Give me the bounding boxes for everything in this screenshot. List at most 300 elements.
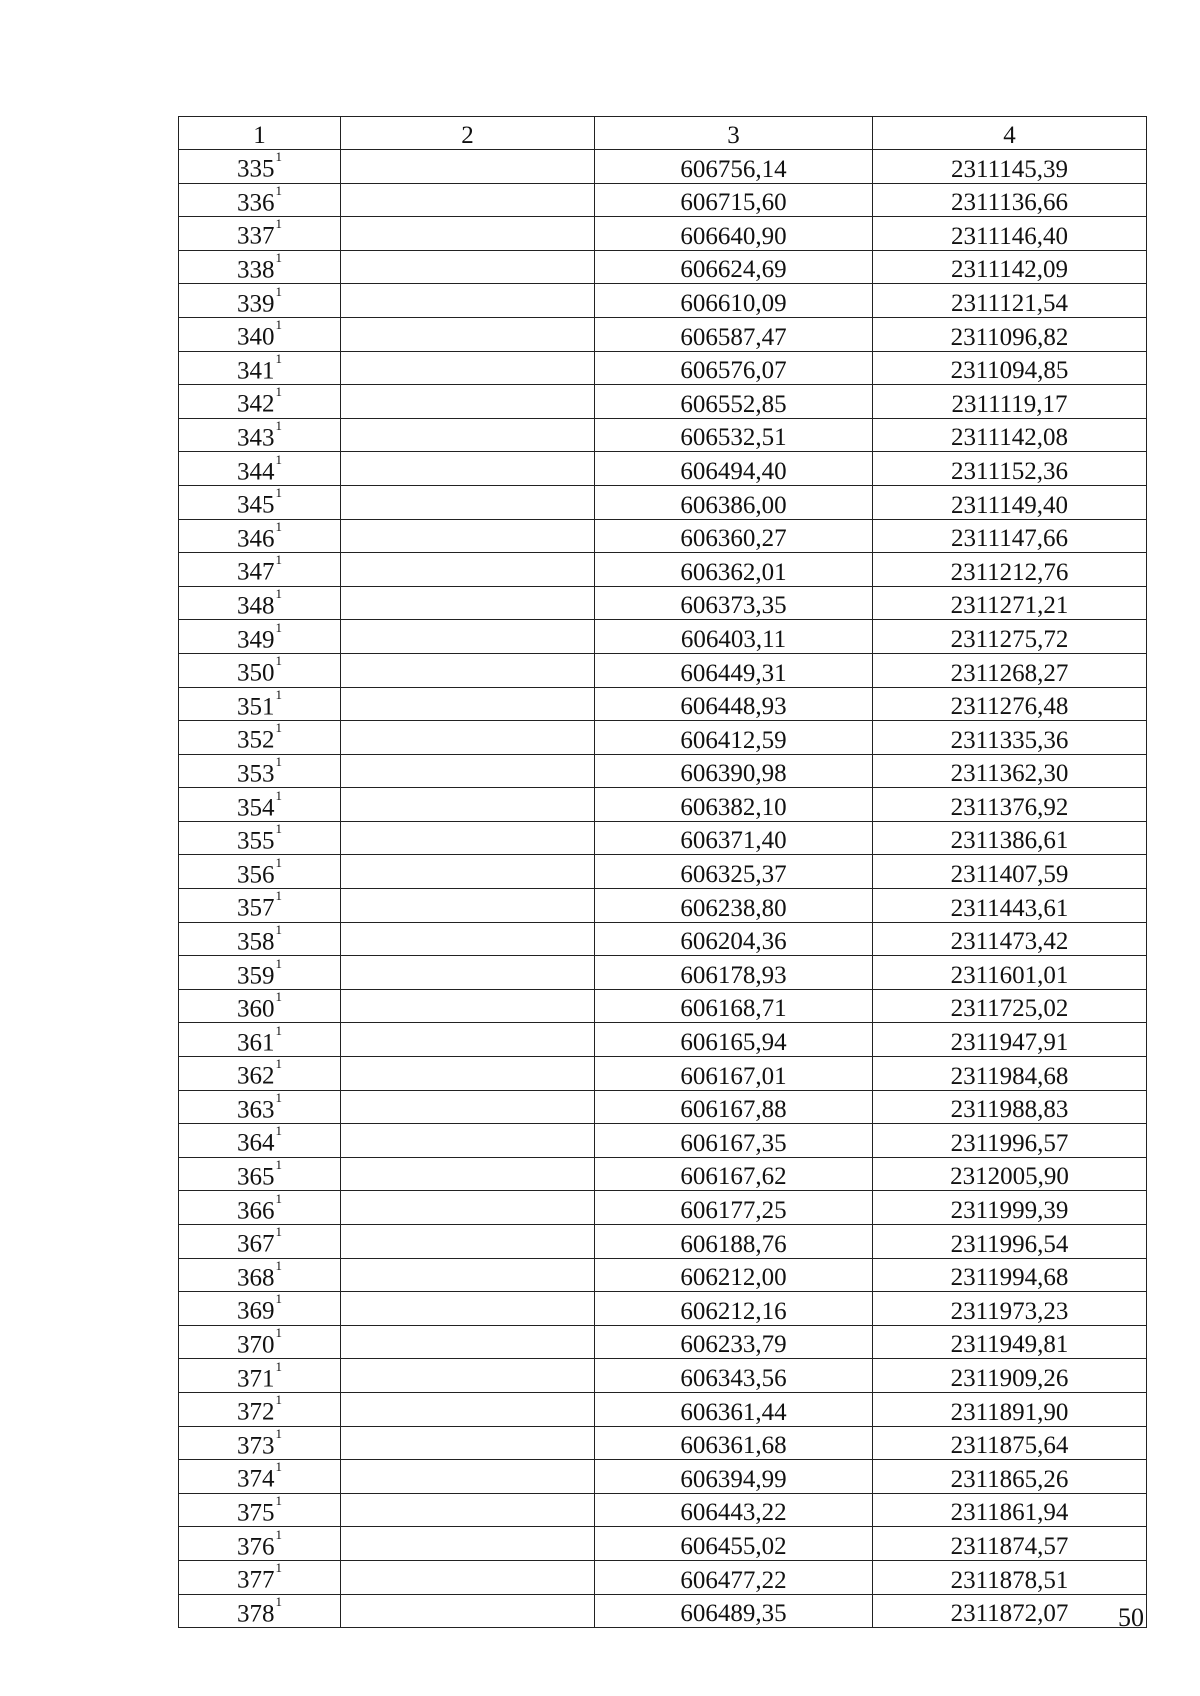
point-number-superscript: 1	[275, 989, 282, 1005]
point-number	[237, 955, 282, 989]
table-header-row	[179, 117, 1147, 150]
point-number	[237, 1358, 282, 1392]
x-coordinate-cell: 606382,10	[595, 788, 873, 822]
point-number-superscript: 1	[275, 350, 282, 366]
point-number-superscript: 1	[275, 1459, 282, 1475]
column-header-4: 4	[873, 117, 1147, 150]
empty-cell	[341, 922, 595, 956]
point-number	[237, 317, 282, 351]
x-coordinate-cell: 606640,90	[595, 217, 873, 251]
x-coordinate-cell: 606715,60	[595, 183, 873, 217]
x-coordinate-cell: 606361,44	[595, 1392, 873, 1426]
y-coordinate-cell: 2311407,59	[873, 855, 1147, 889]
table-row	[179, 889, 1147, 923]
empty-cell	[341, 1460, 595, 1494]
point-number	[237, 1123, 282, 1157]
point-number-superscript: 1	[275, 518, 282, 534]
point-number-cell	[179, 889, 341, 923]
point-number-superscript: 1	[275, 854, 282, 870]
y-coordinate-cell: 2311891,90	[873, 1392, 1147, 1426]
point-number	[237, 1089, 282, 1124]
y-coordinate-cell: 2311874,57	[873, 1527, 1147, 1561]
x-coordinate-cell: 606412,59	[595, 721, 873, 755]
point-number-value: 367	[237, 1230, 275, 1258]
empty-cell	[341, 653, 595, 687]
y-coordinate-cell: 2311601,01	[873, 956, 1147, 990]
empty-cell	[341, 385, 595, 419]
point-number-superscript: 1	[275, 1526, 282, 1542]
x-coordinate-cell: 606532,51	[595, 418, 873, 452]
x-coordinate-cell: 606238,80	[595, 889, 873, 923]
point-number-value: 359	[237, 961, 275, 989]
point-number	[237, 1392, 282, 1426]
point-number	[237, 686, 282, 721]
table-row	[179, 183, 1147, 217]
point-number-value: 373	[237, 1432, 275, 1460]
point-number	[237, 787, 282, 821]
point-number	[237, 888, 282, 922]
empty-cell	[341, 519, 595, 553]
y-coordinate-cell: 2311136,66	[873, 183, 1147, 217]
y-coordinate-cell: 2311096,82	[873, 317, 1147, 351]
y-coordinate-cell: 2311335,36	[873, 721, 1147, 755]
table-row	[179, 653, 1147, 687]
x-coordinate-cell: 606477,22	[595, 1560, 873, 1594]
point-number-cell	[179, 250, 341, 284]
point-number-superscript: 1	[275, 1593, 282, 1609]
y-coordinate-cell: 2311996,54	[873, 1225, 1147, 1259]
x-coordinate-cell: 606167,62	[595, 1157, 873, 1191]
page-number: 50	[1118, 1603, 1144, 1632]
point-number-superscript: 1	[275, 317, 282, 333]
point-number	[237, 854, 282, 889]
y-coordinate-cell: 2311268,27	[873, 653, 1147, 687]
y-coordinate-cell: 2311275,72	[873, 620, 1147, 654]
point-number	[237, 653, 282, 687]
point-number-value: 351	[237, 693, 275, 721]
table-row	[179, 1057, 1147, 1091]
point-number-superscript: 1	[275, 921, 282, 937]
point-number-superscript: 1	[275, 384, 282, 400]
point-number-value: 357	[237, 894, 275, 922]
y-coordinate-cell: 2311146,40	[873, 217, 1147, 251]
point-number-value: 348	[237, 592, 275, 620]
column-header-3: 3	[595, 117, 873, 150]
y-coordinate-cell: 2311386,61	[873, 821, 1147, 855]
point-number-cell	[179, 284, 341, 318]
y-coordinate-cell: 2311861,94	[873, 1493, 1147, 1527]
point-number-cell	[179, 754, 341, 788]
point-number-superscript: 1	[275, 1224, 282, 1240]
point-number-value: 362	[237, 1062, 275, 1090]
point-number-cell	[179, 418, 341, 452]
point-number-cell	[179, 788, 341, 822]
point-number-superscript: 1	[275, 1022, 282, 1038]
point-number-cell	[179, 721, 341, 755]
point-number-value: 369	[237, 1297, 275, 1325]
coordinates-table	[178, 116, 1147, 1628]
point-number	[237, 619, 282, 653]
empty-cell	[341, 1157, 595, 1191]
point-number-cell	[179, 519, 341, 553]
point-number-value: 364	[237, 1129, 275, 1157]
y-coordinate-cell: 2311994,68	[873, 1258, 1147, 1292]
point-number-value: 336	[237, 189, 275, 217]
point-number-cell	[179, 1359, 341, 1393]
x-coordinate-cell: 606361,68	[595, 1426, 873, 1460]
point-number-superscript: 1	[275, 653, 282, 669]
point-number-superscript: 1	[275, 955, 282, 971]
point-number-value: 347	[237, 558, 275, 586]
x-coordinate-cell: 606756,14	[595, 150, 873, 184]
table-row	[179, 452, 1147, 486]
point-number-value: 335	[237, 155, 275, 183]
point-number-cell	[179, 553, 341, 587]
empty-cell	[341, 183, 595, 217]
point-number	[237, 1325, 282, 1359]
point-number	[237, 1022, 282, 1057]
y-coordinate-cell: 2311443,61	[873, 889, 1147, 923]
table-row	[179, 1157, 1147, 1191]
x-coordinate-cell: 606212,16	[595, 1292, 873, 1326]
table-row	[179, 284, 1147, 318]
point-number	[237, 451, 282, 485]
point-number-superscript: 1	[275, 182, 282, 198]
empty-cell	[341, 1527, 595, 1561]
x-coordinate-cell: 606610,09	[595, 284, 873, 318]
table-row	[179, 1258, 1147, 1292]
point-number-cell	[179, 989, 341, 1023]
table-row	[179, 351, 1147, 385]
point-number-cell	[179, 1527, 341, 1561]
point-number-superscript: 1	[275, 1392, 282, 1408]
table-row	[179, 821, 1147, 855]
point-number-cell	[179, 452, 341, 486]
point-number	[237, 1056, 282, 1090]
table-row	[179, 687, 1147, 721]
x-coordinate-cell: 606552,85	[595, 385, 873, 419]
point-number-cell	[179, 485, 341, 519]
point-number-superscript: 1	[275, 250, 282, 266]
point-number-value: 345	[237, 491, 275, 519]
y-coordinate-cell: 2311909,26	[873, 1359, 1147, 1393]
table-row	[179, 1292, 1147, 1326]
table-row	[179, 855, 1147, 889]
x-coordinate-cell: 606188,76	[595, 1225, 873, 1259]
point-number-superscript: 1	[275, 552, 282, 568]
table-row	[179, 1124, 1147, 1158]
empty-cell	[341, 485, 595, 519]
x-coordinate-cell: 606394,99	[595, 1460, 873, 1494]
point-number-cell	[179, 1426, 341, 1460]
empty-cell	[341, 1124, 595, 1158]
point-number-cell	[179, 1460, 341, 1494]
y-coordinate-cell: 2311999,39	[873, 1191, 1147, 1225]
y-coordinate-cell: 2311865,26	[873, 1460, 1147, 1494]
point-number-cell	[179, 620, 341, 654]
table-row	[179, 721, 1147, 755]
x-coordinate-cell: 606362,01	[595, 553, 873, 587]
table-row	[179, 1527, 1147, 1561]
point-number-cell	[179, 821, 341, 855]
point-number-cell	[179, 1191, 341, 1225]
y-coordinate-cell: 2311276,48	[873, 687, 1147, 721]
point-number-value: 350	[237, 659, 275, 687]
point-number-value: 361	[237, 1029, 275, 1057]
point-number-cell	[179, 217, 341, 251]
x-coordinate-cell: 606325,37	[595, 855, 873, 889]
empty-cell	[341, 1090, 595, 1124]
x-coordinate-cell: 606624,69	[595, 250, 873, 284]
y-coordinate-cell: 2311996,57	[873, 1124, 1147, 1158]
empty-cell	[341, 1057, 595, 1091]
coordinates-table-container	[178, 116, 1146, 1628]
x-coordinate-cell: 606403,11	[595, 620, 873, 654]
table-row	[179, 788, 1147, 822]
point-number	[237, 1425, 282, 1460]
point-number-superscript: 1	[275, 787, 282, 803]
y-coordinate-cell: 2311271,21	[873, 586, 1147, 620]
point-number	[237, 485, 282, 519]
table-row	[179, 1426, 1147, 1460]
table-row	[179, 150, 1147, 184]
point-number-superscript: 1	[275, 1056, 282, 1072]
x-coordinate-cell: 606343,56	[595, 1359, 873, 1393]
point-number-value: 366	[237, 1197, 275, 1224]
x-coordinate-cell: 606373,35	[595, 586, 873, 620]
point-number-superscript: 1	[275, 1089, 282, 1105]
table-row	[179, 317, 1147, 351]
empty-cell	[341, 1493, 595, 1527]
point-number-cell	[179, 150, 341, 184]
table-row	[179, 553, 1147, 587]
empty-cell	[341, 1426, 595, 1460]
point-number-value: 339	[237, 289, 275, 317]
empty-cell	[341, 1594, 595, 1628]
point-number-value: 377	[237, 1566, 275, 1594]
x-coordinate-cell: 606390,98	[595, 754, 873, 788]
point-number-superscript: 1	[275, 1358, 282, 1374]
x-coordinate-cell: 606168,71	[595, 989, 873, 1023]
empty-cell	[341, 1258, 595, 1292]
empty-cell	[341, 217, 595, 251]
x-coordinate-cell: 606233,79	[595, 1325, 873, 1359]
point-number-value: 363	[237, 1096, 275, 1124]
point-number-cell	[179, 1392, 341, 1426]
x-coordinate-cell: 606576,07	[595, 351, 873, 385]
point-number-superscript: 1	[275, 1493, 282, 1509]
y-coordinate-cell: 2312005,90	[873, 1157, 1147, 1191]
point-number-value: 358	[237, 928, 275, 956]
x-coordinate-cell: 606165,94	[595, 1023, 873, 1057]
point-number-value: 340	[237, 323, 275, 351]
y-coordinate-cell: 2311145,39	[873, 150, 1147, 184]
table-row	[179, 1325, 1147, 1359]
y-coordinate-cell: 2311094,85	[873, 351, 1147, 385]
empty-cell	[341, 452, 595, 486]
table-row	[179, 1560, 1147, 1594]
y-coordinate-cell: 2311872,07	[873, 1594, 1147, 1628]
x-coordinate-cell: 606212,00	[595, 1258, 873, 1292]
point-number	[237, 1593, 282, 1628]
point-number-cell	[179, 1124, 341, 1158]
point-number-value: 365	[237, 1163, 275, 1191]
point-number-cell	[179, 351, 341, 385]
x-coordinate-cell: 606449,31	[595, 653, 873, 687]
empty-cell	[341, 553, 595, 587]
point-number-value: 368	[237, 1264, 275, 1292]
empty-cell	[341, 351, 595, 385]
y-coordinate-cell: 2311878,51	[873, 1560, 1147, 1594]
point-number-superscript: 1	[275, 1291, 282, 1307]
y-coordinate-cell: 2311152,36	[873, 452, 1147, 486]
y-coordinate-cell: 2311147,66	[873, 519, 1147, 553]
empty-cell	[341, 889, 595, 923]
point-number-cell	[179, 1594, 341, 1628]
point-number-value: 342	[237, 390, 275, 418]
point-number-cell	[179, 1493, 341, 1527]
table-row	[179, 418, 1147, 452]
x-coordinate-cell: 606204,36	[595, 922, 873, 956]
point-number	[237, 1257, 282, 1292]
empty-cell	[341, 418, 595, 452]
table-row	[179, 217, 1147, 251]
x-coordinate-cell: 606587,47	[595, 317, 873, 351]
point-number-value: 370	[237, 1331, 275, 1359]
point-number	[237, 1190, 282, 1224]
point-number-superscript: 1	[275, 686, 282, 702]
empty-cell	[341, 250, 595, 284]
point-number-cell	[179, 855, 341, 889]
point-number-superscript: 1	[275, 283, 282, 299]
empty-cell	[341, 1225, 595, 1259]
point-number-value: 356	[237, 861, 275, 889]
table-row	[179, 1225, 1147, 1259]
table-row	[179, 385, 1147, 419]
point-number-superscript: 1	[275, 1190, 282, 1206]
point-number	[237, 1224, 282, 1258]
y-coordinate-cell: 2311973,23	[873, 1292, 1147, 1326]
point-number-value: 341	[237, 357, 275, 385]
point-number-cell	[179, 586, 341, 620]
table-row	[179, 519, 1147, 553]
point-number-value: 349	[237, 625, 275, 653]
point-number	[237, 585, 282, 620]
y-coordinate-cell: 2311119,17	[873, 385, 1147, 419]
point-number	[237, 283, 282, 317]
y-coordinate-cell: 2311988,83	[873, 1090, 1147, 1124]
point-number-superscript: 1	[275, 888, 282, 904]
table-row	[179, 956, 1147, 990]
empty-cell	[341, 855, 595, 889]
table-row	[179, 586, 1147, 620]
y-coordinate-cell: 2311212,76	[873, 553, 1147, 587]
point-number-cell	[179, 1090, 341, 1124]
y-coordinate-cell: 2311875,64	[873, 1426, 1147, 1460]
point-number	[237, 216, 282, 250]
y-coordinate-cell: 2311362,30	[873, 754, 1147, 788]
x-coordinate-cell: 606360,27	[595, 519, 873, 553]
point-number	[237, 418, 282, 452]
point-number-value: 354	[237, 793, 275, 821]
point-number-cell	[179, 1258, 341, 1292]
x-coordinate-cell: 606443,22	[595, 1493, 873, 1527]
column-header-1: 1	[179, 117, 341, 150]
y-coordinate-cell: 2311984,68	[873, 1057, 1147, 1091]
point-number-cell	[179, 687, 341, 721]
point-number-cell	[179, 183, 341, 217]
point-number	[237, 989, 282, 1023]
table-row	[179, 1392, 1147, 1426]
table-row	[179, 1359, 1147, 1393]
empty-cell	[341, 788, 595, 822]
x-coordinate-cell: 606448,93	[595, 687, 873, 721]
point-number-value: 338	[237, 256, 275, 284]
y-coordinate-cell: 2311473,42	[873, 922, 1147, 956]
empty-cell	[341, 1023, 595, 1057]
empty-cell	[341, 284, 595, 318]
point-number-value: 371	[237, 1364, 275, 1392]
point-number-superscript: 1	[275, 720, 282, 736]
table-row	[179, 922, 1147, 956]
empty-cell	[341, 721, 595, 755]
point-number-superscript: 1	[275, 619, 282, 635]
point-number-value: 346	[237, 525, 275, 553]
point-number-cell	[179, 385, 341, 419]
point-number-value: 355	[237, 827, 275, 855]
table-row	[179, 754, 1147, 788]
point-number	[237, 552, 282, 586]
point-number	[237, 384, 282, 418]
point-number-value: 376	[237, 1532, 275, 1560]
point-number-cell	[179, 956, 341, 990]
y-coordinate-cell: 2311142,08	[873, 418, 1147, 452]
point-number-value: 344	[237, 457, 275, 485]
point-number	[237, 250, 282, 284]
point-number-superscript: 1	[275, 451, 282, 467]
point-number-cell	[179, 1292, 341, 1326]
empty-cell	[341, 821, 595, 855]
point-number-cell	[179, 653, 341, 687]
point-number-value: 375	[237, 1499, 275, 1527]
point-number	[237, 1560, 282, 1594]
y-coordinate-cell: 2311376,92	[873, 788, 1147, 822]
y-coordinate-cell: 2311149,40	[873, 485, 1147, 519]
point-number-value: 374	[237, 1465, 275, 1493]
x-coordinate-cell: 606177,25	[595, 1191, 873, 1225]
empty-cell	[341, 620, 595, 654]
x-coordinate-cell: 606386,00	[595, 485, 873, 519]
point-number-value: 337	[237, 222, 275, 250]
table-row	[179, 989, 1147, 1023]
point-number	[237, 1291, 282, 1325]
table-row	[179, 1023, 1147, 1057]
table-row	[179, 1191, 1147, 1225]
point-number-cell	[179, 922, 341, 956]
y-coordinate-cell: 2311725,02	[873, 989, 1147, 1023]
empty-cell	[341, 956, 595, 990]
point-number-superscript: 1	[275, 1560, 282, 1576]
empty-cell	[341, 150, 595, 184]
point-number-cell	[179, 317, 341, 351]
point-number	[237, 1459, 282, 1493]
y-coordinate-cell: 2311142,09	[873, 250, 1147, 284]
point-number-superscript: 1	[275, 585, 282, 601]
point-number	[237, 720, 282, 754]
empty-cell	[341, 317, 595, 351]
point-number-superscript: 1	[275, 821, 282, 837]
table-row	[179, 1493, 1147, 1527]
